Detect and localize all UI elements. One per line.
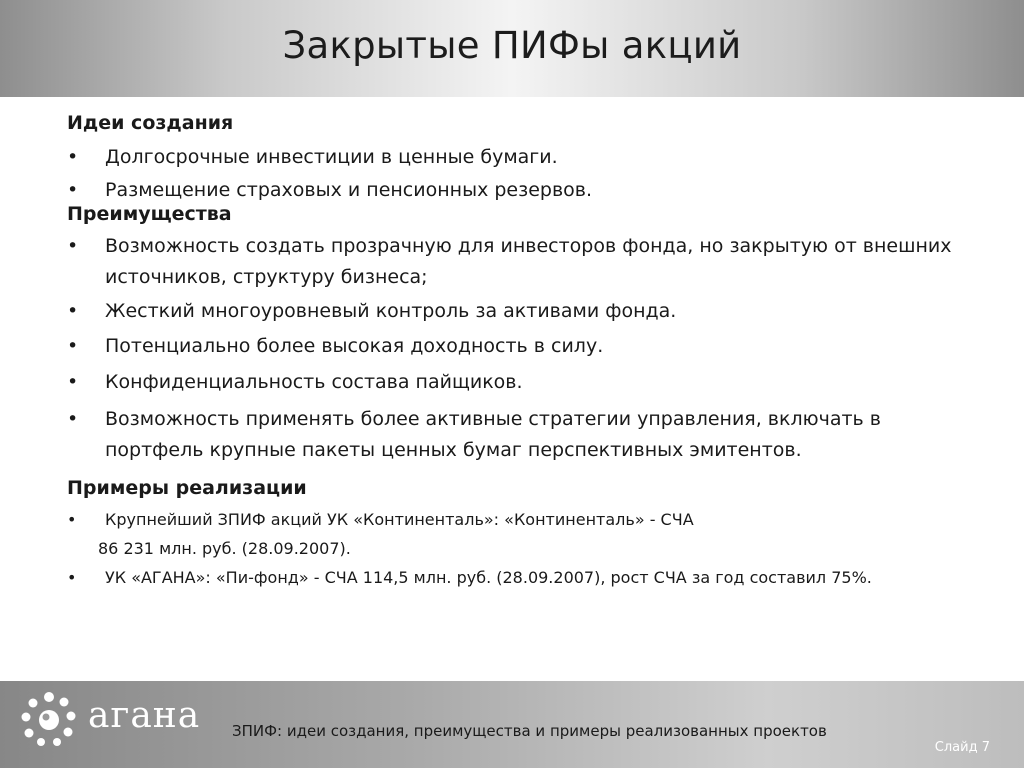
bullet-icon: •	[67, 408, 79, 430]
bullet-icon: •	[67, 335, 79, 357]
list-item: • Размещение страховых и пенсионных резервов.	[67, 175, 967, 206]
bullet-icon: •	[67, 510, 77, 529]
bullet-icon: •	[67, 146, 79, 168]
list-item: • Возможность применять более активные стратегии управления, включать в портфель крупные пакеты ценных бумаг перспективных эмитентов.	[67, 404, 967, 466]
list-item: • Жесткий многоуровневый контроль за активами фонда.	[67, 296, 967, 327]
list-item: • Возможность создать прозрачную для инвесторов фонда, но закрытую от внешних источников, структуру бизнеса;	[67, 231, 967, 293]
list-item-continuation: 86 231 млн. руб. (28.09.2007).	[98, 539, 351, 558]
slide-content	[67, 110, 967, 592]
ideas-heading: Идеи создания	[67, 112, 234, 134]
bullet-icon: •	[67, 235, 79, 257]
list-item: • Долгосрочные инвестиции в ценные бумаги.	[67, 142, 967, 173]
page-title: Закрытые ПИФы акций	[282, 24, 742, 67]
advantages-heading: Преимущества	[67, 203, 232, 225]
footer-subtitle: ЗПИФ: идеи создания, преимущества и примеры реализованных проектов	[232, 722, 827, 740]
list-item: • УК «АГАНА»: «Пи-фонд» - СЧА 114,5 млн. руб. (28.09.2007), рост СЧА за год составил 75%.	[67, 563, 967, 592]
slide-number: Слайд 7	[934, 740, 990, 755]
bullet-icon: •	[67, 371, 79, 393]
examples-heading: Примеры реализации	[67, 477, 307, 499]
bullet-icon: •	[67, 300, 79, 322]
list-item: • Крупнейший ЗПИФ акций УК «Континенталь»: «Континенталь» - СЧА	[67, 505, 967, 534]
bullet-icon: •	[67, 568, 77, 587]
agana-logo-icon	[18, 689, 80, 751]
list-item: • Потенциально более высокая доходность в силу.	[67, 331, 967, 362]
bullet-icon: •	[67, 179, 79, 201]
list-item: • Конфиденциальность состава пайщиков.	[67, 367, 967, 398]
logo-text: агана	[88, 695, 201, 736]
